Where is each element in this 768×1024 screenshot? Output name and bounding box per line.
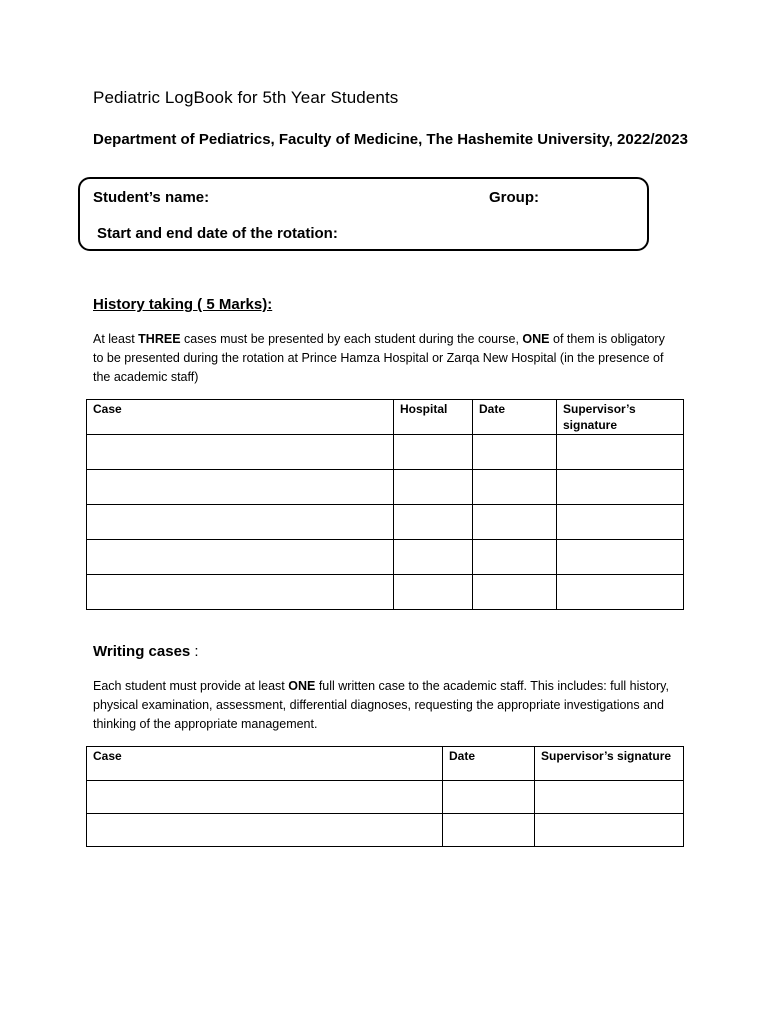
- col-header-date: Date: [443, 747, 535, 781]
- table-cell[interactable]: [394, 575, 473, 610]
- table-cell[interactable]: [557, 505, 684, 540]
- table-cell[interactable]: [557, 470, 684, 505]
- table-row: [87, 470, 684, 505]
- table-cell[interactable]: [557, 435, 684, 470]
- table-row: [87, 540, 684, 575]
- student-info-box: [78, 177, 649, 251]
- table-cell[interactable]: [87, 575, 394, 610]
- writing-paragraph: Each student must provide at least ONE full written case to the academic staff. This includes: full history, physical examination, assessment, differential diagnoses, requesting the appropriate investigations and thinking of the appropriate management.: [93, 679, 669, 731]
- table-cell[interactable]: [394, 540, 473, 575]
- rotation-dates-label: Start and end date of the rotation:: [97, 225, 338, 242]
- col-header-date: Date: [473, 400, 557, 435]
- table-cell[interactable]: [87, 435, 394, 470]
- history-table: [86, 399, 684, 610]
- col-header-supervisor: Supervisor’s signature: [557, 400, 684, 435]
- student-name-label: Student’s name:: [93, 189, 210, 206]
- writing-heading: Writing cases :: [93, 643, 199, 660]
- table-cell[interactable]: [557, 540, 684, 575]
- table-row: [87, 814, 684, 847]
- col-header-case: Case: [87, 747, 443, 781]
- table-cell[interactable]: [394, 435, 473, 470]
- table-cell[interactable]: [473, 540, 557, 575]
- history-heading: History taking ( 5 Marks):: [93, 296, 273, 313]
- department-line: Department of Pediatrics, Faculty of Medicine, The Hashemite University, 2022/2023: [93, 131, 688, 148]
- col-header-case: Case: [87, 400, 394, 435]
- col-header-hospital: Hospital: [394, 400, 473, 435]
- writing-table: [86, 746, 684, 847]
- table-cell[interactable]: [443, 814, 535, 847]
- table-cell[interactable]: [473, 435, 557, 470]
- table-row: [87, 575, 684, 610]
- history-table-header: [87, 400, 684, 435]
- table-cell[interactable]: [443, 781, 535, 814]
- table-row: [87, 781, 684, 814]
- table-cell[interactable]: [87, 814, 443, 847]
- group-label: Group:: [489, 189, 539, 206]
- table-cell[interactable]: [87, 781, 443, 814]
- table-cell[interactable]: [87, 505, 394, 540]
- table-row: [87, 435, 684, 470]
- table-cell[interactable]: [87, 470, 394, 505]
- table-cell[interactable]: [473, 505, 557, 540]
- table-cell[interactable]: [557, 575, 684, 610]
- table-cell[interactable]: [394, 505, 473, 540]
- history-paragraph: At least THREE cases must be presented by each student during the course, ONE of them is obligatory to be presented during the rotation at Prince Hamza Hospital or Zarqa New Hospital (in the presence of the academic staff): [93, 332, 665, 384]
- table-cell[interactable]: [87, 540, 394, 575]
- table-cell[interactable]: [394, 470, 473, 505]
- table-cell[interactable]: [473, 470, 557, 505]
- table-cell[interactable]: [535, 814, 684, 847]
- document-title: Pediatric LogBook for 5th Year Students: [93, 88, 399, 107]
- col-header-supervisor: Supervisor’s signature: [535, 747, 684, 781]
- table-cell[interactable]: [535, 781, 684, 814]
- table-row: [87, 505, 684, 540]
- writing-table-header: [87, 747, 684, 781]
- table-cell[interactable]: [473, 575, 557, 610]
